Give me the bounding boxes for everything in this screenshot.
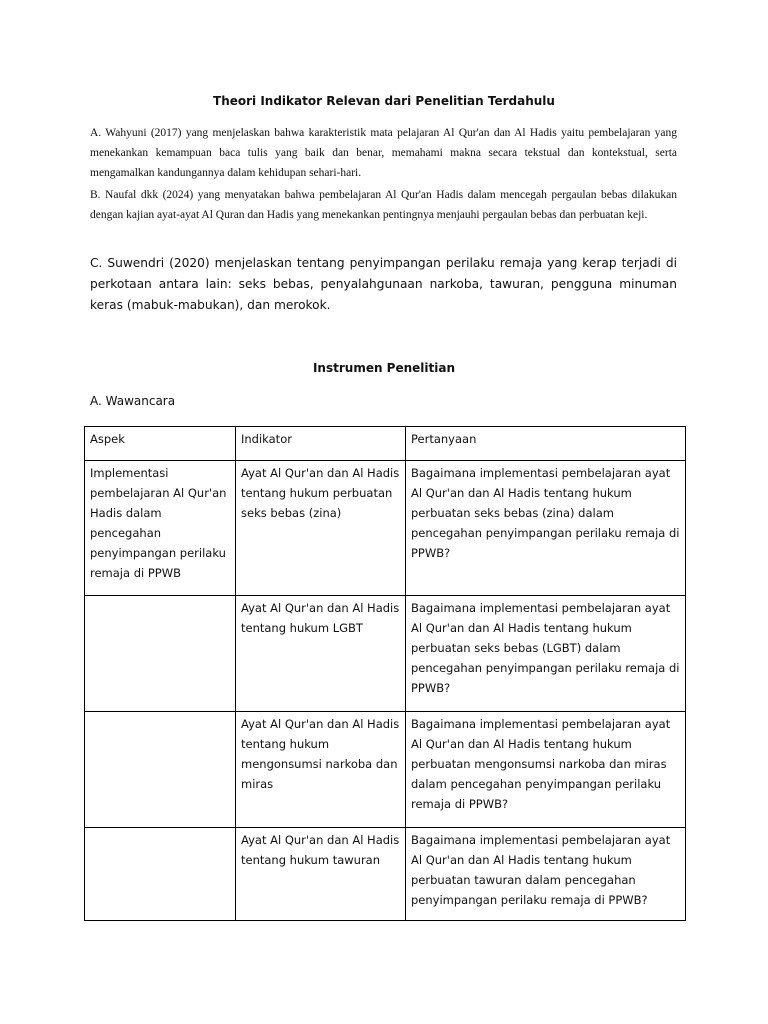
paragraph-b-naufal: B. Naufal dkk (2024) yang menyatakan bahwa pembelajaran Al Qur'an Hadis dalam mencegah pergaulan bebas dilakukan dengan kajian ayat-ayat Al Quran dan Hadis yang menekankan pentingnya menjauhi pergaulan bebas dan perbuatan keji.	[90, 189, 677, 221]
table-row	[85, 596, 686, 712]
table-row	[85, 828, 686, 921]
cell-aspek	[85, 828, 236, 921]
cell-indikator: Ayat Al Qur'an dan Al Hadis tentang hukum mengonsumsi narkoba dan miras	[236, 712, 406, 828]
cell-indikator: Ayat Al Qur'an dan Al Hadis tentang hukum LGBT	[236, 596, 406, 712]
instrument-table	[84, 426, 686, 921]
paragraph-c-suwendri: C. Suwendri (2020) menjelaskan tentang penyimpangan perilaku remaja yang kerap terjadi di perkotaan antara lain: seks bebas, penyalahgunaan narkoba, tawuran, pengguna minuman keras (mabuk-mabukan), dan merokok.	[90, 256, 677, 312]
subheading-wawancara: A. Wawancara	[90, 394, 176, 408]
table-header-row	[85, 427, 686, 461]
header-aspek: Aspek	[85, 427, 236, 461]
cell-indikator: Ayat Al Qur'an dan Al Hadis tentang hukum perbuatan seks bebas (zina)	[236, 461, 406, 596]
header-pertanyaan: Pertanyaan	[406, 427, 686, 461]
header-indikator: Indikator	[236, 427, 406, 461]
table-row	[85, 712, 686, 828]
cell-pertanyaan: Bagaimana implementasi pembelajaran ayat Al Qur'an dan Al Hadis tentang hukum perbuatan seks bebas (zina) dalam pencegahan penyimpangan perilaku remaja di PPWB?	[406, 461, 686, 596]
cell-pertanyaan: Bagaimana implementasi pembelajaran ayat Al Qur'an dan Al Hadis tentang hukum perbuatan mengonsumsi narkoba dan miras dalam pencegahan penyimpangan perilaku remaja di PPWB?	[406, 712, 686, 828]
paragraph-a-wahyuni: A. Wahyuni (2017) yang menjelaskan bahwa karakteristik mata pelajaran Al Qur'an dan Al Hadis yaitu pembelajaran yang menekankan kemampuan baca tulis yang baik dan benar, memahami makna secara tekstual dan kontekstual, serta mengamalkan kandungannya dalam kehidupan sehari-hari.	[90, 127, 677, 179]
cell-aspek: Implementasi pembelajaran Al Qur'an Hadis dalam pencegahan penyimpangan perilaku remaja di PPWB	[85, 461, 236, 596]
section-title-instrumen: Instrumen Penelitian	[312, 361, 456, 375]
cell-aspek	[85, 712, 236, 828]
cell-aspek	[85, 596, 236, 712]
cell-indikator: Ayat Al Qur'an dan Al Hadis tentang hukum tawuran	[236, 828, 406, 921]
table-row	[85, 461, 686, 596]
section-title-theori: Theori Indikator Relevan dari Penelitian Terdahulu	[213, 94, 555, 108]
cell-pertanyaan: Bagaimana implementasi pembelajaran ayat Al Qur'an dan Al Hadis tentang hukum perbuatan seks bebas (LGBT) dalam pencegahan penyimpangan perilaku remaja di PPWB?	[406, 596, 686, 712]
cell-pertanyaan: Bagaimana implementasi pembelajaran ayat Al Qur'an dan Al Hadis tentang hukum perbuatan tawuran dalam pencegahan penyimpangan perilaku remaja di PPWB?	[406, 828, 686, 921]
